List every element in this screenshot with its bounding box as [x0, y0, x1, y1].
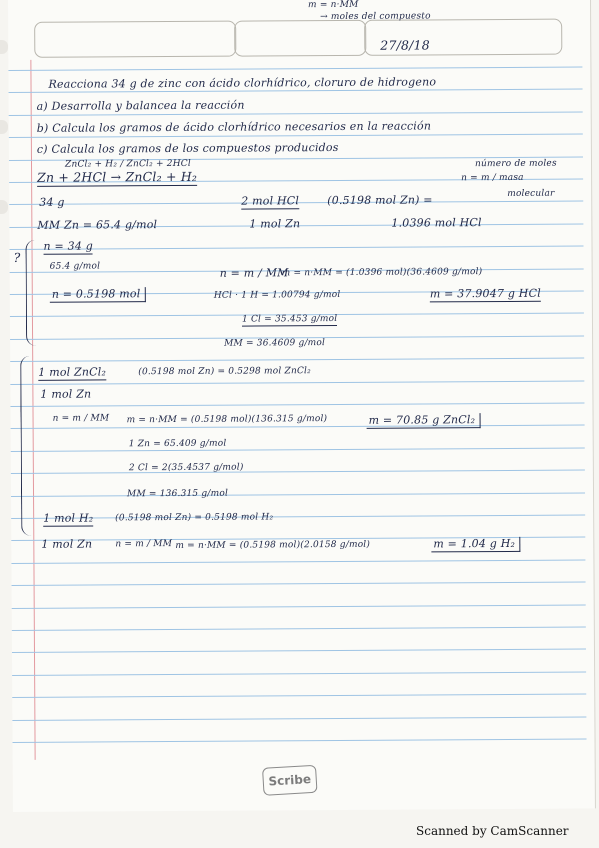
binder-hole: [0, 120, 8, 134]
ruled-line: [11, 492, 585, 497]
legend-3: molecular: [507, 188, 555, 199]
side-note-top-reaction: ZnCl₂ + H₂ / ZnCl₂ + 2HCl: [64, 158, 191, 170]
zn-mass: 1 Zn = 65.409 g/mol: [128, 438, 227, 450]
problem-item-c: c) Calcula los gramos de los compuestos producidos: [36, 140, 339, 156]
legend-2: n = m / masa: [461, 172, 524, 184]
problem-item-a: a) Desarrolla y balancea la reacción: [36, 98, 245, 113]
given-mass: 34 g: [39, 195, 65, 209]
ruled-line: [12, 604, 586, 609]
top-note-1: m = n·MM: [308, 0, 359, 11]
ratio-hcl-calc: (0.5198 mol Zn) =: [327, 193, 433, 208]
ratio-zncl2-denominator: 1 mol Zn: [40, 387, 92, 401]
ruled-line: [12, 582, 586, 587]
n-denominator: 65.4 g/mol: [49, 261, 101, 272]
ruled-line: [8, 66, 582, 71]
date: 27/8/18: [380, 37, 430, 53]
binder-hole: [0, 40, 8, 54]
brace-part-c: [20, 356, 32, 536]
ruled-line: [10, 380, 584, 385]
mm-zn: MM Zn = 65.4 g/mol: [37, 218, 158, 232]
m-equation-zncl2: m = n·MM = (0.5198 mol)(136.315 g/mol): [126, 414, 328, 426]
ruled-line: [12, 694, 586, 699]
margin-mark: ?: [13, 249, 21, 265]
ruled-line: [12, 649, 586, 654]
m-h2-result: m = 1.04 g H₂: [431, 537, 520, 553]
mm-zncl2: MM = 136.315 g/mol: [126, 488, 229, 500]
h-mass: HCl · 1 H = 1.00794 g/mol: [213, 289, 341, 301]
ratio-h2-numerator: 1 mol H₂: [43, 511, 94, 525]
ratio-hcl-denominator: 1 mol Zn: [249, 217, 301, 231]
m-equation-hcl: m = n·MM = (1.0396 mol)(36.4609 g/mol): [281, 267, 483, 279]
ruled-line: [12, 716, 586, 721]
balanced-reaction: Zn + 2HCl → ZnCl₂ + H₂: [37, 168, 198, 185]
ruled-line: [11, 514, 585, 519]
ruled-line: [11, 425, 585, 430]
header-box-middle: [234, 20, 366, 57]
ruled-line: [12, 671, 586, 676]
ruled-line: [11, 447, 585, 452]
mm-hcl: MM = 36.4609 g/mol: [224, 338, 326, 349]
m-zncl2-result: m = 70.85 g ZnCl₂: [367, 413, 481, 429]
legend-1: número de moles: [474, 158, 557, 170]
n-result: n = 0.5198 mol: [50, 287, 146, 303]
cl2-mass: 2 Cl = 2(35.4537 g/mol): [128, 462, 244, 474]
scribe-logo: Scribe: [262, 765, 318, 796]
scanner-watermark: Scanned by CamScanner: [416, 824, 569, 838]
ruled-line: [10, 246, 584, 251]
ruled-line: [11, 559, 585, 564]
n-formula: n = 34 g: [43, 239, 93, 253]
ratio-hcl-result: 1.0396 mol HCl: [391, 216, 482, 230]
ruled-line: [10, 358, 584, 363]
ratio-h2-denominator: 1 mol Zn: [41, 537, 93, 551]
ruled-line: [10, 402, 584, 407]
n-equation-3: n = m / MM: [115, 539, 173, 550]
ratio-zncl2-calc: (0.5198 mol Zn) = 0.5298 mol ZnCl₂: [138, 366, 311, 378]
ratio-zncl2-numerator: 1 mol ZnCl₂: [38, 365, 107, 379]
m-hcl-result: m = 37.9047 g HCl: [429, 286, 541, 301]
brace-part-b: [25, 240, 37, 346]
m-equation-h2: m = n·MM = (0.5198 mol)(2.0158 g/mol): [175, 539, 371, 551]
ruled-line: [13, 738, 587, 743]
top-note-2: → moles del compuesto: [320, 11, 431, 23]
ratio-hcl-numerator: 2 mol HCl: [241, 194, 300, 208]
ruled-line: [11, 470, 585, 475]
header-box-left: [34, 21, 236, 58]
notebook-page: [8, 0, 596, 812]
cl-mass: 1 Cl = 35.453 g/mol: [241, 313, 338, 325]
ruled-line: [12, 626, 586, 631]
problem-item-b: b) Calcula los gramos de ácido clorhídrico necesarios en la reacción: [36, 119, 432, 135]
problem-statement: Reacciona 34 g de zinc con ácido clorhídrico, cloruro de hidrogeno: [48, 75, 437, 91]
n-equation-2: n = m / MM: [52, 413, 110, 424]
n-equation: n = m / MM: [219, 266, 289, 280]
ratio-h2-calc: (0.5198 mol Zn) = 0.5198 mol H₂: [115, 512, 274, 524]
binder-hole: [0, 200, 8, 214]
